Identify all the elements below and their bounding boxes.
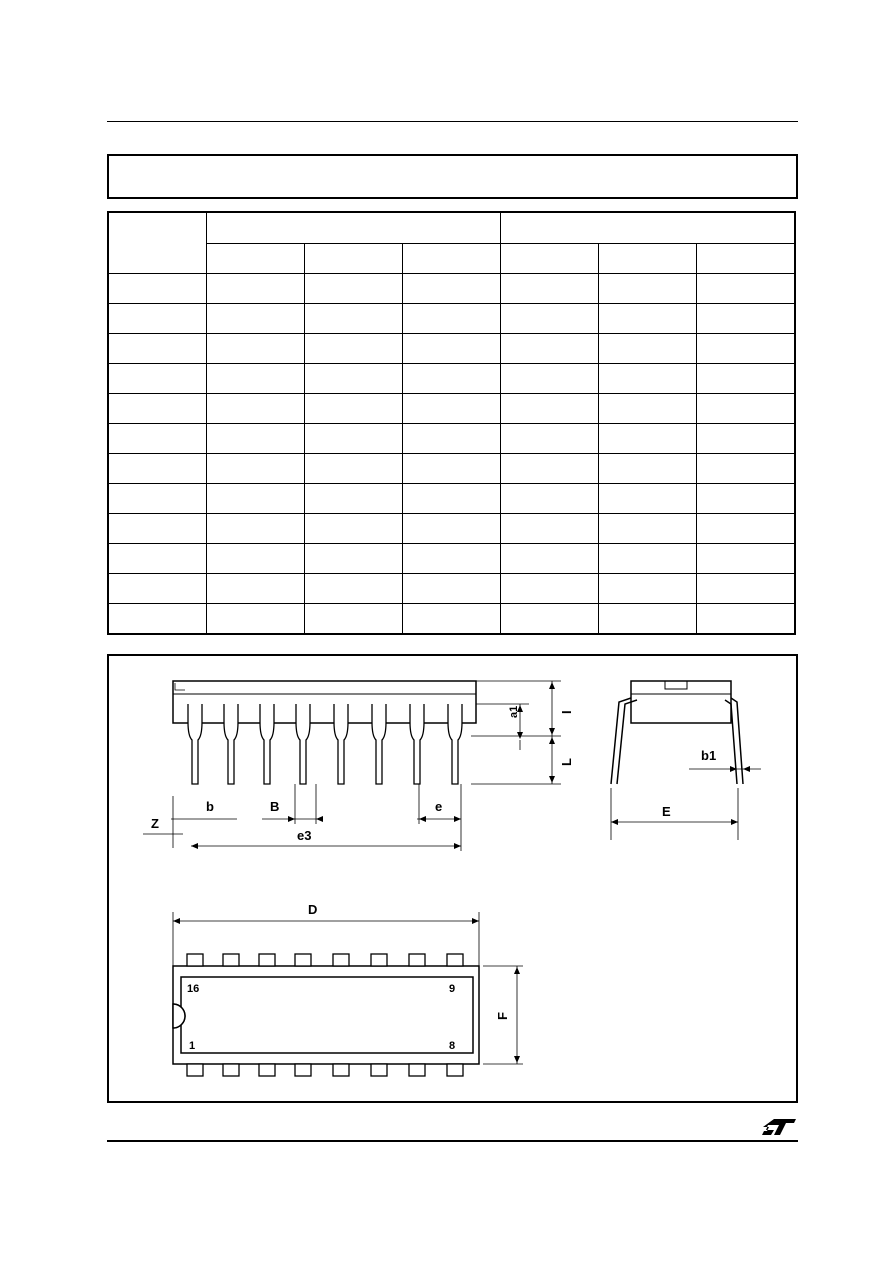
table-row xyxy=(108,274,795,304)
table-row xyxy=(108,454,795,484)
table-cell xyxy=(207,304,305,334)
table-subheader-row xyxy=(108,243,795,274)
table-cell xyxy=(403,454,501,484)
label-b: b xyxy=(206,799,214,814)
end-dimensions xyxy=(611,769,761,840)
label-b1: b1 xyxy=(701,748,717,763)
table-cell xyxy=(207,394,305,424)
table-cell xyxy=(501,574,599,604)
side-lead xyxy=(410,704,424,784)
table-cell xyxy=(599,544,697,574)
side-body-corner-mark xyxy=(175,683,185,690)
table-cell xyxy=(501,274,599,304)
package-drawing xyxy=(107,654,798,1103)
end-body xyxy=(631,681,731,723)
table-cell xyxy=(108,454,207,484)
top-pad xyxy=(371,954,387,966)
table-cell xyxy=(305,424,403,454)
inch-min-cell xyxy=(501,243,599,274)
inch-typ-cell xyxy=(599,243,697,274)
table-cell xyxy=(305,304,403,334)
table-cell xyxy=(207,604,305,635)
table-cell xyxy=(599,394,697,424)
table-cell xyxy=(697,304,796,334)
table-cell xyxy=(207,454,305,484)
side-body xyxy=(173,681,476,723)
table-cell xyxy=(697,604,796,635)
dimensions-table xyxy=(107,211,796,635)
mm-max-cell xyxy=(403,243,501,274)
table-cell xyxy=(305,544,403,574)
table-cell xyxy=(599,484,697,514)
table-cell xyxy=(697,334,796,364)
dim-header-cell xyxy=(108,212,207,274)
top-pad xyxy=(223,954,239,966)
label-big-b: B xyxy=(270,799,280,814)
mm-header-cell xyxy=(207,212,501,243)
table-cell xyxy=(403,364,501,394)
table-row xyxy=(108,484,795,514)
table-cell xyxy=(599,454,697,484)
table-cell xyxy=(599,514,697,544)
table-cell xyxy=(108,544,207,574)
top-dimensions xyxy=(173,912,523,1064)
table-cell xyxy=(697,424,796,454)
table-cell xyxy=(305,574,403,604)
bottom-pad xyxy=(371,1064,387,1076)
top-pad xyxy=(333,954,349,966)
table-cell xyxy=(697,454,796,484)
table-cell xyxy=(305,514,403,544)
label-e: e xyxy=(435,799,443,814)
top-pads xyxy=(187,954,463,1076)
table-cell xyxy=(599,364,697,394)
label-big-e: E xyxy=(662,804,671,819)
table-cell xyxy=(501,334,599,364)
side-leads xyxy=(188,704,462,784)
table-cell xyxy=(305,604,403,635)
label-pin-9: 9 xyxy=(449,983,456,995)
top-pad xyxy=(259,954,275,966)
table-cell xyxy=(501,424,599,454)
inch-header-cell xyxy=(501,212,796,243)
table-cell xyxy=(207,484,305,514)
table-cell xyxy=(108,304,207,334)
top-pad xyxy=(187,954,203,966)
table-cell xyxy=(207,334,305,364)
bottom-pad xyxy=(295,1064,311,1076)
table-cell xyxy=(305,484,403,514)
table-cell xyxy=(697,364,796,394)
mm-typ-cell xyxy=(305,243,403,274)
side-lead xyxy=(260,704,274,784)
table-cell xyxy=(305,274,403,304)
label-pin-16: 16 xyxy=(187,983,200,995)
end-view xyxy=(611,681,743,784)
table-cell xyxy=(108,394,207,424)
table-cell xyxy=(207,274,305,304)
table-cell xyxy=(305,334,403,364)
table-cell xyxy=(599,574,697,604)
side-lead xyxy=(334,704,348,784)
table-cell xyxy=(697,514,796,544)
table-cell xyxy=(501,544,599,574)
table-cell xyxy=(108,334,207,364)
mm-min-cell xyxy=(207,243,305,274)
bottom-pad xyxy=(259,1064,275,1076)
table-cell xyxy=(108,574,207,604)
table-cell xyxy=(599,274,697,304)
title-box xyxy=(107,154,798,199)
bottom-pad xyxy=(187,1064,203,1076)
table-cell xyxy=(403,424,501,454)
table-cell xyxy=(501,394,599,424)
top-body xyxy=(173,966,479,1064)
label-i: I xyxy=(559,710,574,714)
end-lead-right xyxy=(731,698,743,784)
table-cell xyxy=(207,544,305,574)
side-lead xyxy=(372,704,386,784)
table-cell xyxy=(501,484,599,514)
table-cell xyxy=(403,484,501,514)
table-cell xyxy=(599,604,697,635)
table-cell xyxy=(108,364,207,394)
table-cell xyxy=(108,424,207,454)
table-row xyxy=(108,424,795,454)
label-e3: e3 xyxy=(297,828,312,843)
bottom-pad xyxy=(409,1064,425,1076)
table-cell xyxy=(697,274,796,304)
label-d: D xyxy=(308,902,318,917)
side-lead xyxy=(296,704,310,784)
table-cell xyxy=(697,394,796,424)
table-row xyxy=(108,514,795,544)
table-cell xyxy=(108,274,207,304)
table-cell xyxy=(697,574,796,604)
table-cell xyxy=(403,274,501,304)
table-cell xyxy=(207,424,305,454)
table-cell xyxy=(207,574,305,604)
table-cell xyxy=(501,304,599,334)
table-cell xyxy=(305,364,403,394)
table-row xyxy=(108,604,795,635)
top-view xyxy=(173,966,479,1064)
table-cell xyxy=(403,304,501,334)
table-cell xyxy=(501,604,599,635)
table-row xyxy=(108,334,795,364)
table-cell xyxy=(207,364,305,394)
table-cell xyxy=(108,604,207,635)
st-logo-icon xyxy=(760,1116,800,1138)
table-header-row xyxy=(108,212,795,243)
label-pin-1: 1 xyxy=(189,1040,196,1052)
label-f: F xyxy=(495,1012,510,1020)
table-cell xyxy=(599,304,697,334)
table-cell xyxy=(403,544,501,574)
table-cell xyxy=(697,544,796,574)
header-rule xyxy=(107,121,798,122)
label-pin-8: 8 xyxy=(449,1040,456,1052)
table-cell xyxy=(403,574,501,604)
table-cell xyxy=(305,394,403,424)
table-cell xyxy=(108,484,207,514)
table-cell xyxy=(501,514,599,544)
table-row xyxy=(108,394,795,424)
table-cell xyxy=(599,334,697,364)
table-cell xyxy=(599,424,697,454)
table-cell xyxy=(403,394,501,424)
table-row xyxy=(108,304,795,334)
side-view xyxy=(173,681,476,723)
bottom-pad xyxy=(447,1064,463,1076)
top-inner-outline xyxy=(181,977,473,1053)
bottom-pad xyxy=(333,1064,349,1076)
side-lead xyxy=(224,704,238,784)
inch-max-cell xyxy=(697,243,796,274)
bottom-pad xyxy=(223,1064,239,1076)
side-dimensions xyxy=(143,681,561,851)
end-notch xyxy=(665,681,687,689)
side-lead xyxy=(448,704,462,784)
table-cell xyxy=(108,514,207,544)
table-cell xyxy=(403,604,501,635)
table-cell xyxy=(305,454,403,484)
label-l: L xyxy=(559,758,574,766)
table-cell xyxy=(403,514,501,544)
top-pad xyxy=(295,954,311,966)
table-cell xyxy=(501,364,599,394)
table-row xyxy=(108,544,795,574)
table-cell xyxy=(403,334,501,364)
footer-rule xyxy=(107,1140,798,1142)
top-pad xyxy=(409,954,425,966)
package-outline-svg xyxy=(109,656,796,1101)
table-cell xyxy=(207,514,305,544)
table-row xyxy=(108,574,795,604)
table-cell xyxy=(697,484,796,514)
label-z: Z xyxy=(151,816,159,831)
table-cell xyxy=(501,454,599,484)
top-pad xyxy=(447,954,463,966)
side-lead xyxy=(188,704,202,784)
label-a1: a1 xyxy=(508,705,520,718)
table-row xyxy=(108,364,795,394)
